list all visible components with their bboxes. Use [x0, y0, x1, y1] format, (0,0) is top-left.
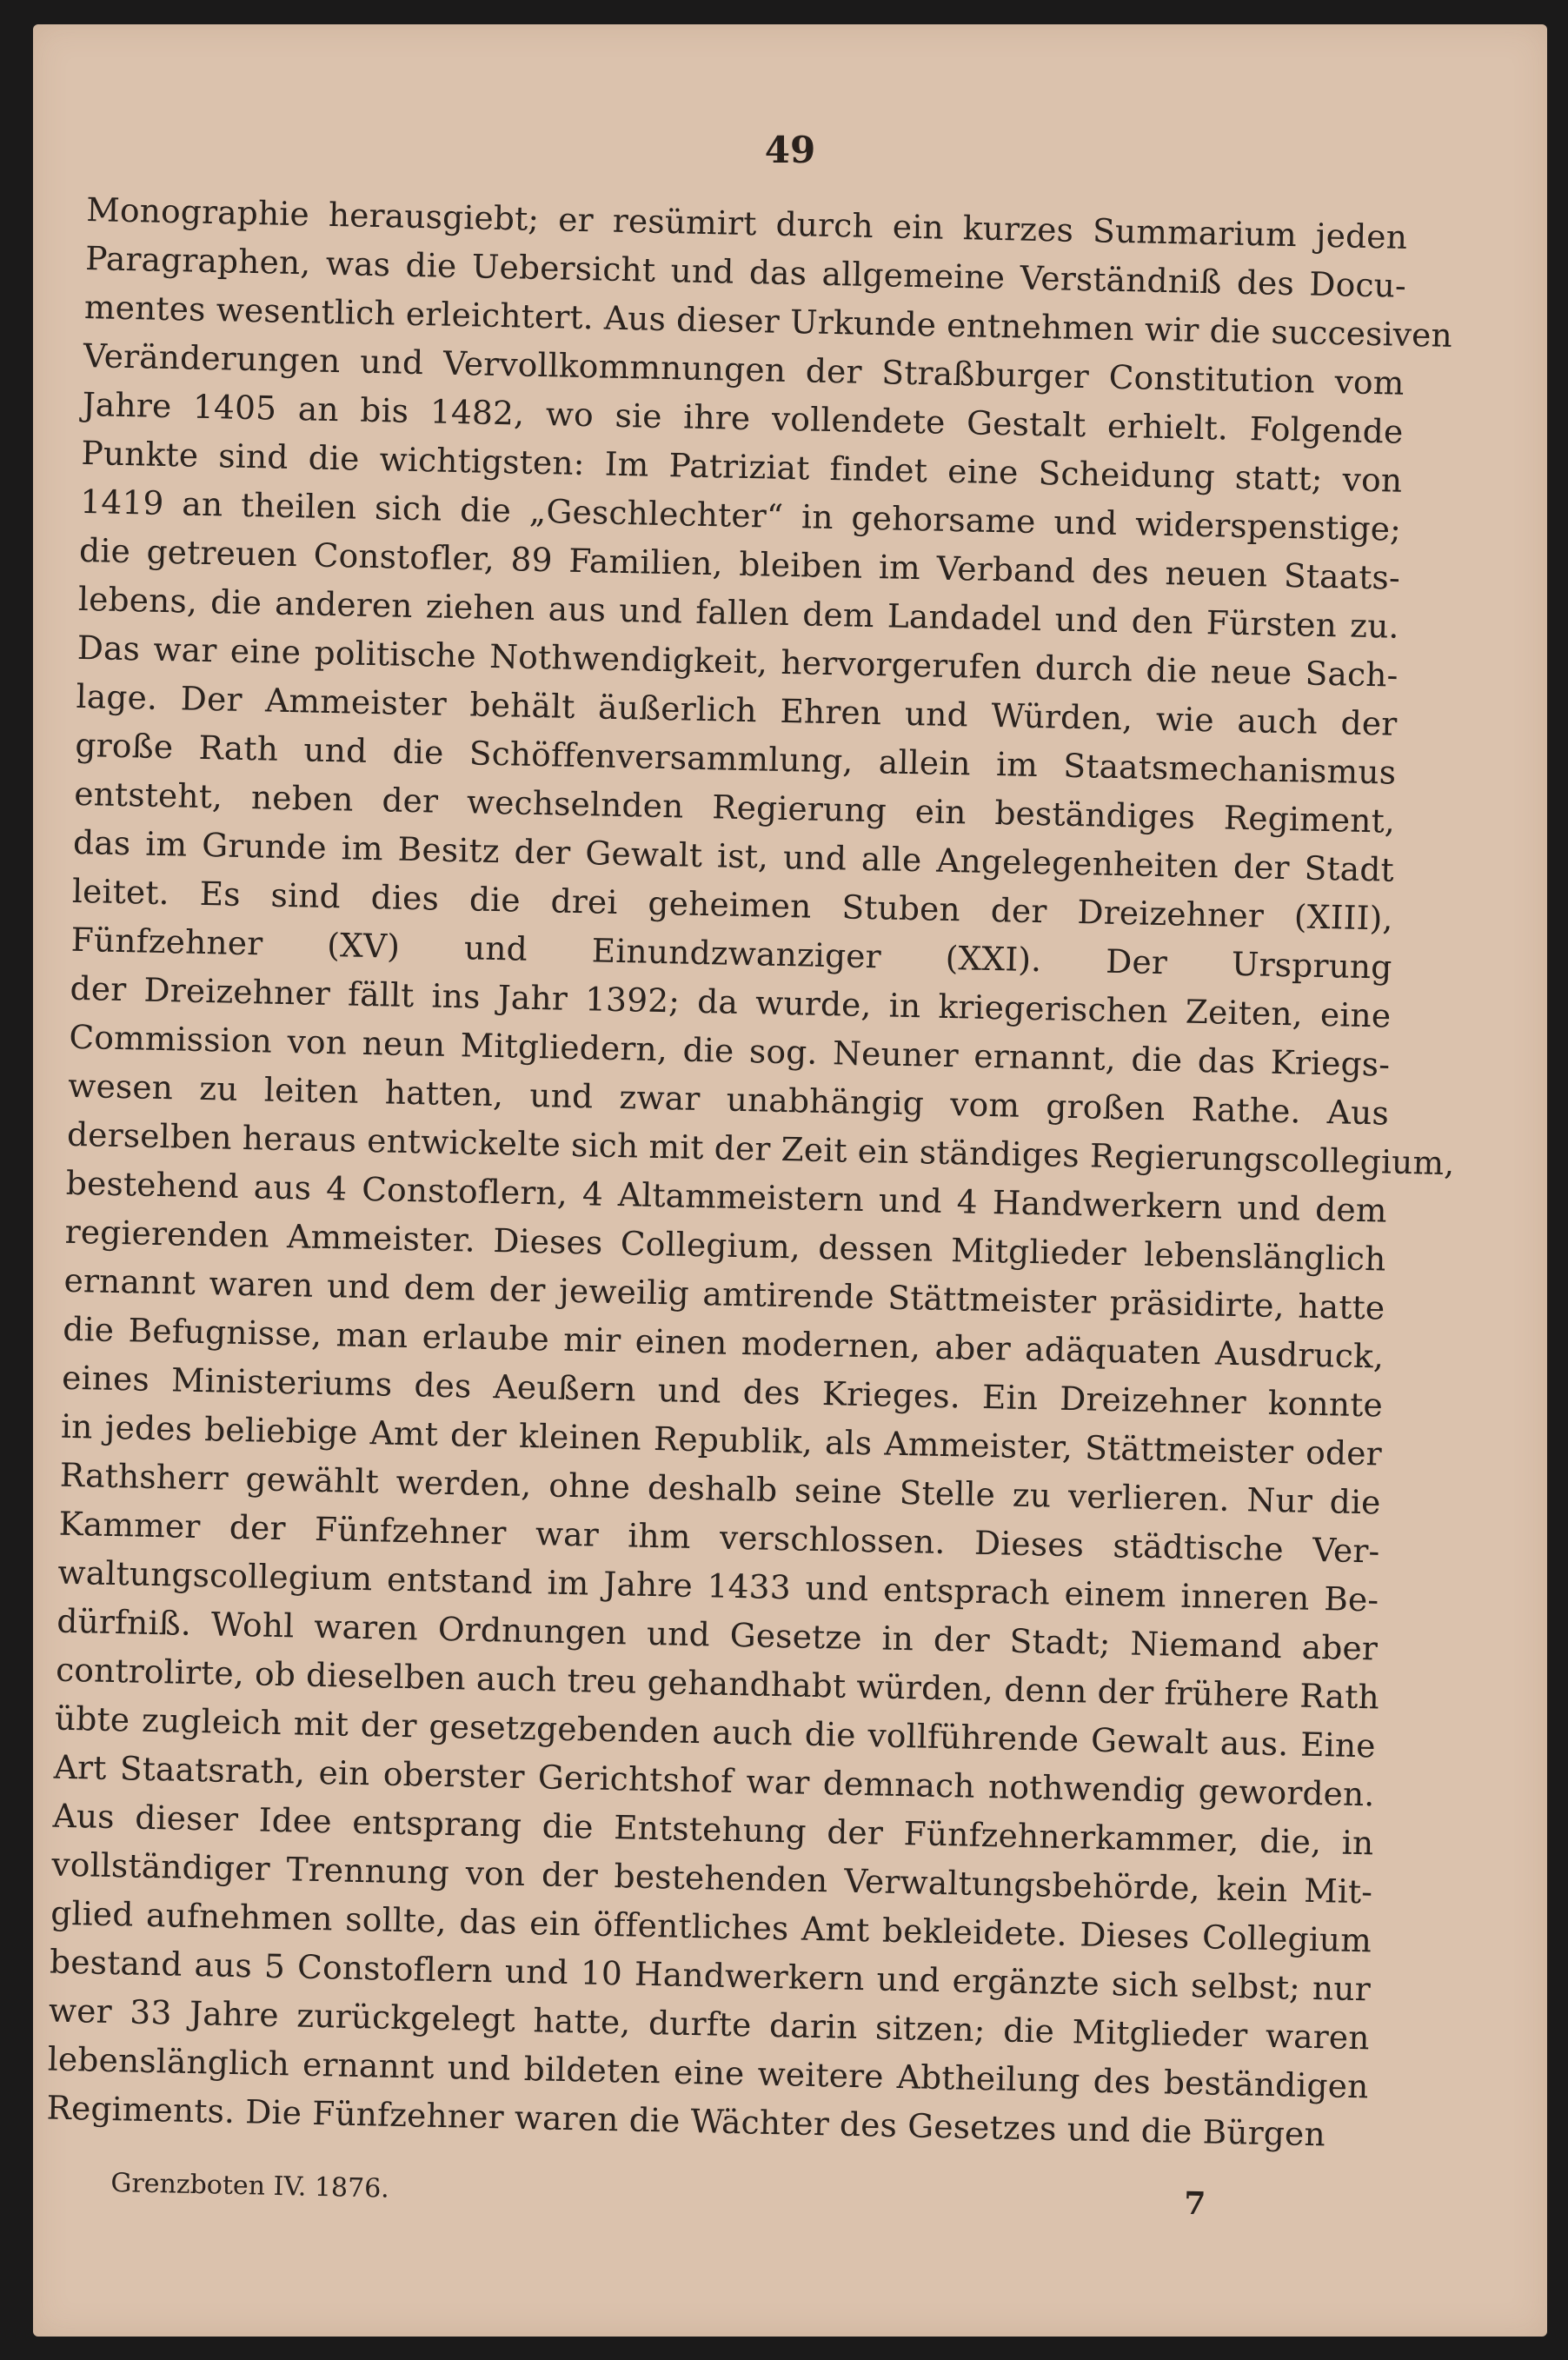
sheet-number: 7	[1183, 2184, 1206, 2223]
text-line: bestehend aus 4 Constoflern, 4 Altammeistern und 4 Handwerkern und dem	[65, 1163, 1388, 1230]
text-line: controlirte, ob dieselben auch treu gehandhabt würden, denn der frühere Rath	[55, 1650, 1380, 1717]
text-line: vollständiger Trennung von der bestehenden Verwaltungsbehörde, kein Mit-	[51, 1845, 1373, 1911]
page-number: 49	[764, 129, 816, 171]
text-line: mentes wesentlich erleichtert. Aus dieser Urkunde entnehmen wir die succesiven	[83, 287, 1453, 355]
text-line: Paragraphen, was die Uebersicht und das allgemeine Verständniß des Docu-	[84, 238, 1407, 305]
text-line: Monographie herausgiebt; er resümirt durch ein kurzes Summarium jeden	[85, 189, 1408, 256]
text-line: dürfniß. Wohl waren Ordnungen und Gesetze in der Stadt; Niemand aber	[56, 1601, 1379, 1668]
text-line: in jedes beliebige Amt der kleinen Republik, als Ammeister, Stättmeister oder	[60, 1406, 1383, 1473]
text-line: lage. Der Ammeister behält äußerlich Ehren und Würden, wie auch der	[76, 676, 1398, 743]
text-line: die getreuen Constofler, 89 Familien, bleiben im Verband des neuen Staats-	[78, 530, 1401, 597]
text-line: das im Grunde im Besitz der Gewalt ist, und alle Angelegenheiten der Stadt	[72, 822, 1395, 889]
text-line: derselben heraus entwickelte sich mit der Zeit ein ständiges Regierungscollegium,	[66, 1114, 1455, 1183]
text-line: bestand aus 5 Constoflern und 10 Handwerkern und ergänzte sich selbst; nur	[49, 1942, 1372, 2009]
text-line: der Dreizehner fällt ins Jahr 1392; da wurde, in kriegerischen Zeiten, eine	[70, 968, 1392, 1035]
printer-signature: Grenzboten IV. 1876.	[110, 2167, 390, 2204]
text-line: lebens, die anderen ziehen aus und fallen dem Landadel und den Fürsten zu.	[77, 579, 1400, 646]
text-line: Art Staatsrath, ein oberster Gerichtshof war demnach nothwendig geworden.	[53, 1747, 1376, 1814]
text-line: eines Ministeriums des Aeußern und des Krieges. Ein Dreizehner konnte	[61, 1358, 1384, 1425]
text-line: wer 33 Jahre zurückgelegt hatte, durfte darin sitzen; die Mitglieder waren	[48, 1991, 1371, 2058]
text-line: Regiments. Die Fünfzehner waren die Wächter des Gesetzes und die Bürgen	[46, 2088, 1326, 2154]
page-footer	[110, 2163, 1206, 2222]
text-line: Punkte sind die wichtigsten: Im Patriziat findet eine Scheidung statt; von	[81, 433, 1403, 500]
text-line: Commission von neun Mitgliedern, die sog. Neuner ernannt, die das Kriegs-	[69, 1017, 1391, 1084]
text-line: wesen zu leiten hatten, und zwar unabhängig vom großen Rathe. Aus	[67, 1066, 1390, 1133]
text-line: übte zugleich mit der gesetzgebenden auch die vollführende Gewalt aus. Eine	[54, 1699, 1377, 1765]
text-line: regierenden Ammeister. Dieses Collegium, dessen Mitglieder lebenslänglich	[64, 1212, 1386, 1279]
text-line: glied aufnehmen sollte, das ein öffentliches Amt bekleidete. Dieses Collegium	[50, 1893, 1372, 1960]
text-line: Aus dieser Idee entsprang die Entstehung der Fünfzehnerkammer, die, in	[52, 1796, 1374, 1863]
text-line: große Rath und die Schöffenversammlung, allein im Staatsmechanismus	[75, 725, 1397, 792]
body-text	[46, 185, 1455, 2159]
text-line: 1419 an theilen sich die „Geschlechter“ in gehorsame und widerspenstige;	[79, 482, 1402, 548]
text-line: waltungscollegium entstand im Jahre 1433 und entsprach einem inneren Be-	[57, 1552, 1379, 1619]
text-line: Jahre 1405 an bis 1482, wo sie ihre vollendete Gestalt erhielt. Folgende	[82, 384, 1404, 451]
text-line: Fünfzehner (XV) und Einundzwanziger (XXI). Der Ursprung	[70, 920, 1392, 987]
text-line: Rathsherr gewählt werden, ohne deshalb seine Stelle zu verlieren. Nur die	[59, 1455, 1382, 1522]
text-line: ernannt waren und dem der jeweilig amtirende Stättmeister präsidirte, hatte	[63, 1260, 1385, 1327]
book-page	[33, 24, 1547, 2337]
text-line: Das war eine politische Nothwendigkeit, hervorgerufen durch die neue Sach-	[76, 628, 1399, 695]
text-line: entsteht, neben der wechselnden Regierung ein beständiges Regiment,	[73, 774, 1396, 841]
text-line: leitet. Es sind dies die drei geheimen Stuben der Dreizehner (XIII),	[71, 871, 1394, 938]
text-line: Veränderungen und Vervollkommnungen der Straßburger Constitution vom	[83, 336, 1405, 402]
text-line: Kammer der Fünfzehner war ihm verschlossen. Dieses städtische Ver-	[58, 1504, 1380, 1571]
text-line: lebenslänglich ernannt und bildeten eine weitere Abtheilung des beständigen	[47, 2039, 1369, 2106]
text-line: die Befugnisse, man erlaube mir einen modernen, aber adäquaten Ausdruck,	[62, 1309, 1385, 1376]
